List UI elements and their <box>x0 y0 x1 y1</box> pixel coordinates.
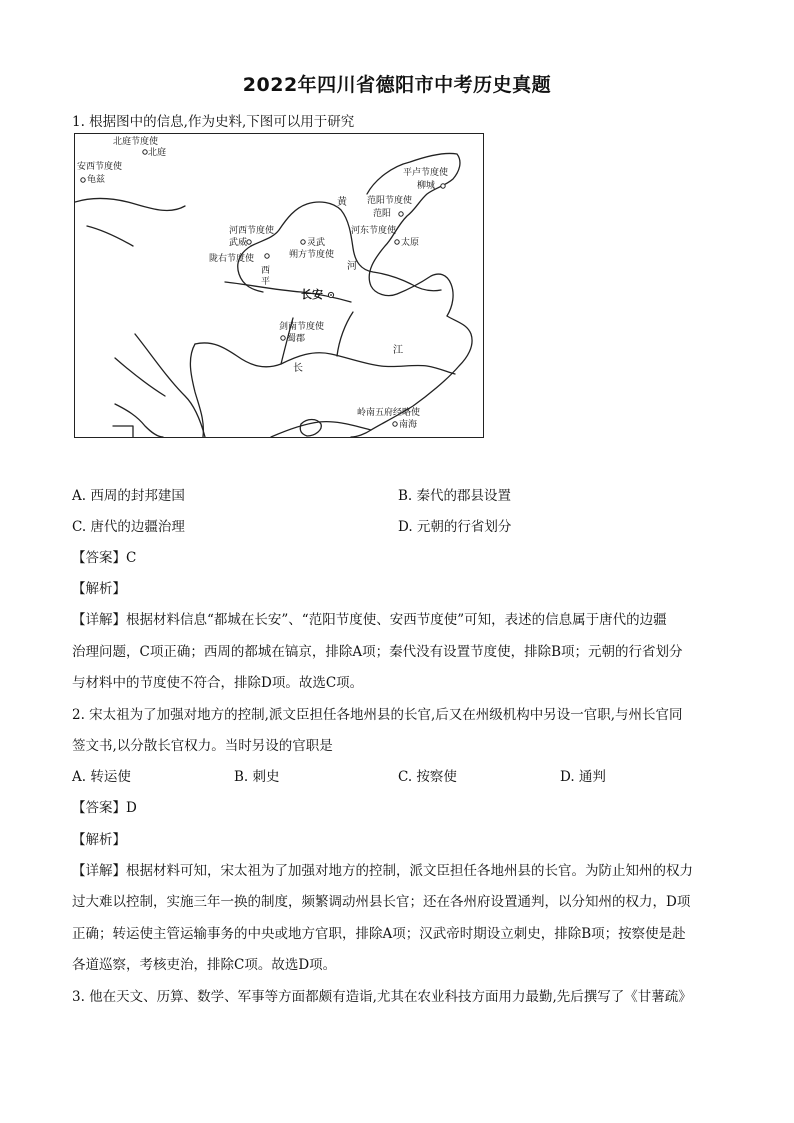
q2-stem-line-2: 签文书,以分散长官权力。当时另设的官职是 <box>72 738 333 754</box>
label-lingnan-jds: 岭南五府经略使 <box>357 408 421 418</box>
q1-detail-line-1 <box>72 608 667 628</box>
q1-option-a: A. 西周的封邦建国 <box>72 488 185 504</box>
q1-answer-value: C <box>126 550 137 566</box>
city-dot-fanyang <box>399 212 403 216</box>
q1-option-b: B. 秦代的郡县设置 <box>398 488 512 504</box>
tang-jiedushi-map <box>74 133 484 438</box>
wei-river <box>225 282 351 302</box>
q2-option-b: B. 刺史 <box>234 769 280 785</box>
label-shuofang-jds: 朔方节度使 <box>289 250 335 260</box>
label-taiyuan: 太原 <box>401 238 420 248</box>
q3-stem: 3. 他在天文、历算、数学、军事等方面都颇有造诣,尤其在农业科技方面用力最勤,先后撰写了《甘薯疏》 <box>72 989 692 1005</box>
label-liucheng: 柳城 <box>417 181 436 191</box>
label-jiannan-jds: 剑南节度使 <box>279 322 325 332</box>
q1-detail-text-1: 根据材料信息“都城在长安”、“范阳节度使、安西节度使”可知，表述的信息属于唐代的边疆 <box>126 612 667 628</box>
q1-detail-tag: 【详解】 <box>72 612 126 628</box>
q2-answer-tag: 【答案】 <box>72 800 126 816</box>
yangtze-river <box>195 343 455 374</box>
tarim-river <box>75 198 185 210</box>
q1-analysis-tag <box>72 577 126 597</box>
north-river <box>87 226 133 246</box>
city-dot-xiping <box>265 254 269 258</box>
q2-detail-line-2: 过大难以控制，实施三年一换的制度，频繁调动州县长官；还在各州府设置通判，以分知州的权力，D项 <box>72 894 691 910</box>
label-pinglu-jds: 平卢节度使 <box>403 168 449 178</box>
label-wuwei: 武威 <box>229 238 248 248</box>
q2-answer-value: D <box>126 800 137 816</box>
label-nanhai: 南海 <box>399 420 418 430</box>
label-river-he: 河 <box>347 261 357 272</box>
label-hedong-jds: 河东节度使 <box>351 226 397 236</box>
q1-stem: 1. 根据图中的信息,作为史料,下图可以用于研究 <box>72 114 355 130</box>
q2-answer <box>72 796 137 816</box>
q2-stem-line-1: 2. 宋太祖为了加强对地方的控制,派文臣担任各地州县的长官,后又在州级机构中另设一官职,与州长官同 <box>72 707 683 723</box>
city-dot-nanhai <box>393 422 397 426</box>
label-river-jiang: 江 <box>393 345 403 356</box>
q1-answer-tag: 【答案】 <box>72 550 126 566</box>
map-drawing <box>75 134 483 437</box>
sw-river-1 <box>135 334 205 437</box>
city-dot-beiting <box>143 150 147 154</box>
inset-mark <box>113 426 133 437</box>
q2-detail-line-3: 正确；转运使主管运输事务的中央或地方官职，排除A项；汉武帝时期设立刺史，排除B项；按察使是赴 <box>72 926 686 942</box>
q2-option-d: D. 通判 <box>560 769 606 785</box>
city-dot-guizi <box>81 178 85 182</box>
label-fanyang: 范阳 <box>373 209 392 219</box>
q1-option-d: D. 元朝的行省划分 <box>398 519 512 535</box>
label-river-huang: 黄 <box>337 197 347 208</box>
q2-detail-tag: 【详解】 <box>72 863 126 879</box>
label-anxi-jds: 安西节度使 <box>77 162 123 172</box>
city-dot-liucheng <box>441 184 445 188</box>
coastline-east <box>351 316 472 437</box>
q2-detail-line-4: 各道巡察，考核吏治，排除C项。故选D项。 <box>72 957 337 973</box>
city-dot-wuwei <box>247 240 251 244</box>
q1-detail-line-2: 治理问题，C项正确；西周的都城在镐京，排除A项；秦代没有设置节度使，排除B项；元朝的行省划分 <box>72 644 683 660</box>
q1-option-c: C. 唐代的边疆治理 <box>72 519 185 535</box>
q2-option-c: C. 按察使 <box>398 769 457 785</box>
label-xiping-2: 平 <box>261 277 271 287</box>
label-lingwu: 灵武 <box>307 238 326 248</box>
q2-option-a: A. 转运使 <box>72 769 131 785</box>
city-dot-shujun <box>281 336 285 340</box>
q1-answer <box>72 546 136 566</box>
q1-analysis-label: 【解析】 <box>72 581 126 597</box>
label-guizi: 龟兹 <box>87 175 106 185</box>
label-xiping-1: 西 <box>261 266 271 276</box>
label-beiting: 北庭 <box>148 148 167 158</box>
city-dot-taiyuan <box>395 240 399 244</box>
q2-analysis-label: 【解析】 <box>72 832 126 848</box>
city-dot-changan-center <box>330 294 332 296</box>
yangtze-upper <box>190 344 203 437</box>
label-fanyang-jds: 范阳节度使 <box>367 196 413 206</box>
label-river-chang: 长 <box>293 363 303 374</box>
city-dot-lingwu <box>301 240 305 244</box>
q2-analysis-tag <box>72 828 126 848</box>
label-hexi-jds: 河西节度使 <box>229 226 275 236</box>
page-title: 2022年四川省德阳市中考历史真题 <box>242 74 552 96</box>
label-shujun: 蜀郡 <box>287 334 306 344</box>
q2-detail-line-1 <box>72 859 693 879</box>
label-changan: 长安 <box>301 288 323 301</box>
label-beiting-jds: 北庭节度使 <box>113 137 159 147</box>
sw-boundary <box>115 404 163 437</box>
tributary-2 <box>337 312 353 356</box>
q2-detail-text-1: 根据材料可知，宋太祖为了加强对地方的控制，派文臣担任各地州县的长官。为防止知州的权力 <box>126 863 693 879</box>
q1-detail-line-3: 与材料中的节度使不符合，排除D项。故选C项。 <box>72 675 364 691</box>
label-longyou-jds: 陇右节度使 <box>209 254 255 264</box>
